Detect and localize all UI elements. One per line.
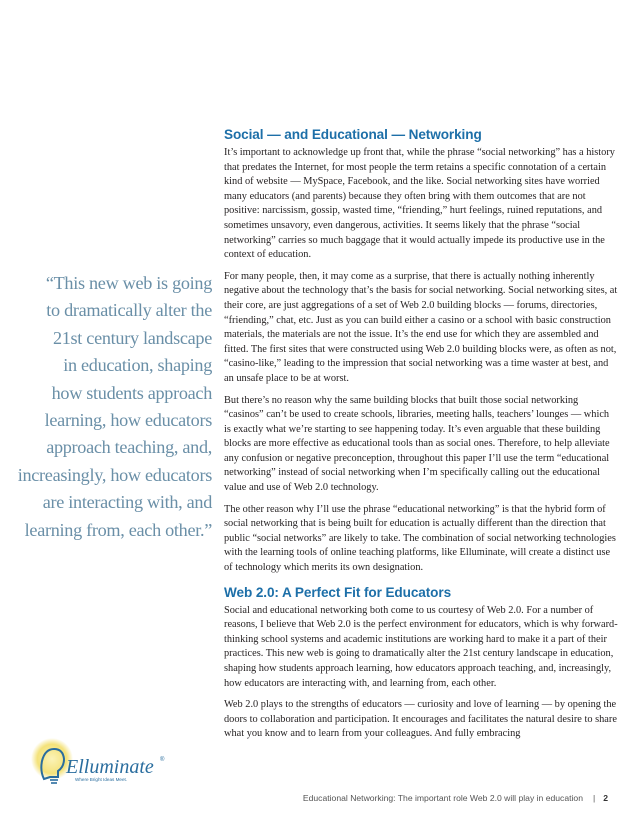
body-paragraph: The other reason why I’ll use the phrase “educational networking” is that the hybrid form of social networking that is being built for education is actually different than the direction that public “social networks” are likely to take. The combination of social networking technologies with the learning tools of online teaching platforms, like Elluminate, will create a distinct use of technology which merits its own designation. xyxy=(224,503,616,574)
body-paragraph: Web 2.0 plays to the strengths of educators — curiosity and love of learning — by opening the doors to collaboration and participation. It encourages and facilitates the natural desire to share what you know and to learn from your colleagues. And fully embracing xyxy=(224,699,617,740)
pull-quote xyxy=(4,270,212,544)
body-paragraph: But there’s no reason why the same building blocks that built those social networking “casinos” can’t be used to create schools, libraries, meeting halls, teachers’ lounges — which is exactly what we’re starting to see happening today. It’s even arguable that these building blocks are more effective as educational tools than as social ones. Therefore, to help alleviate any confusion or negative preconception, throughout this paper I’ll use the term “educational networking” instead of social networking when I’m specifically calling out the educational value and use of Web 2.0 technology. xyxy=(224,394,610,494)
pull-quote-line: approach teaching, and, xyxy=(46,437,212,458)
main-column xyxy=(224,126,618,749)
page-footer xyxy=(303,793,608,803)
pull-quote-line: learning from, each other.” xyxy=(24,519,212,540)
pull-quote-line: 21st century landscape xyxy=(52,327,212,348)
pull-quote-line: in education, shaping xyxy=(63,355,212,376)
pull-quote-line: learning, how educators xyxy=(44,410,212,431)
section-heading-social-networking: Social — and Educational — Networking xyxy=(224,127,482,142)
pull-quote-line: are interacting with, and xyxy=(42,492,212,513)
body-paragraph: It’s important to acknowledge up front that, while the phrase “social networking” has a history that predates the Internet, for most people the term retains a specific connotation of a certain kind of website — MySpace, Facebook, and the like. Social networking sites have worried many educators (and parents) because they often bring with them outcomes that are not positive: narcissism, gossip, wasted time, “friending,” hurt feelings, ruined reputations, and sometimes unsavory, even dangerous, activities. It seems likely that the phrase “social networking” carries so much baggage that it would actually impede its productive use in the context of education. xyxy=(224,147,615,261)
pull-quote-line: increasingly, how educators xyxy=(17,464,212,485)
pull-quote-line: to dramatically alter the xyxy=(46,300,212,321)
section-heading-web20: Web 2.0: A Perfect Fit for Educators xyxy=(224,584,452,600)
pull-quote-line: how students approach xyxy=(51,382,212,403)
body-paragraph: For many people, then, it may come as a surprise, that there is actually nothing inherently negative about the technology that’s the basis for social networking. Social networking sites, at their core, are just aggregations of a set of Web 2.0 building blocks — forums, directories, “friending,” chat, etc. Just as you can build either a casino or a school with basic construction materials, the materials are not the issue. It’s the end use for which they are assembled and fitted. The first sites that were constructed using Web 2.0 building blocks were, as often as not, “casino-like,” leading to the impression that social networking was a time waster at best, and an unsafe place to be at worst. xyxy=(224,270,618,384)
pull-quote-line: “This new web is going xyxy=(45,273,212,293)
logo-tagline: Where Bright Ideas Meet. xyxy=(75,777,128,782)
page-number: 2 xyxy=(603,793,608,803)
footer-title: Educational Networking: The important role Web 2.0 will play in education xyxy=(302,793,583,803)
lightbulb-icon xyxy=(30,735,170,795)
footer-separator: | xyxy=(592,793,596,803)
elluminate-logo xyxy=(30,735,170,795)
logo-wordmark: Elluminate xyxy=(66,756,154,778)
logo-registered: ® xyxy=(160,757,165,763)
body-paragraph: Social and educational networking both come to us courtesy of Web 2.0. For a number of reasons, I believe that Web 2.0 is the perfect environment for educators, which is why forward-thinking school systems and academic institutions are working hard to make it a part of their practices. This new web is going to dramatically alter the 21st century landscape in education, shaping how students approach learning, how educators approach teaching, and, increasingly, how educators are interacting with, and learning from, each other. xyxy=(224,604,618,689)
